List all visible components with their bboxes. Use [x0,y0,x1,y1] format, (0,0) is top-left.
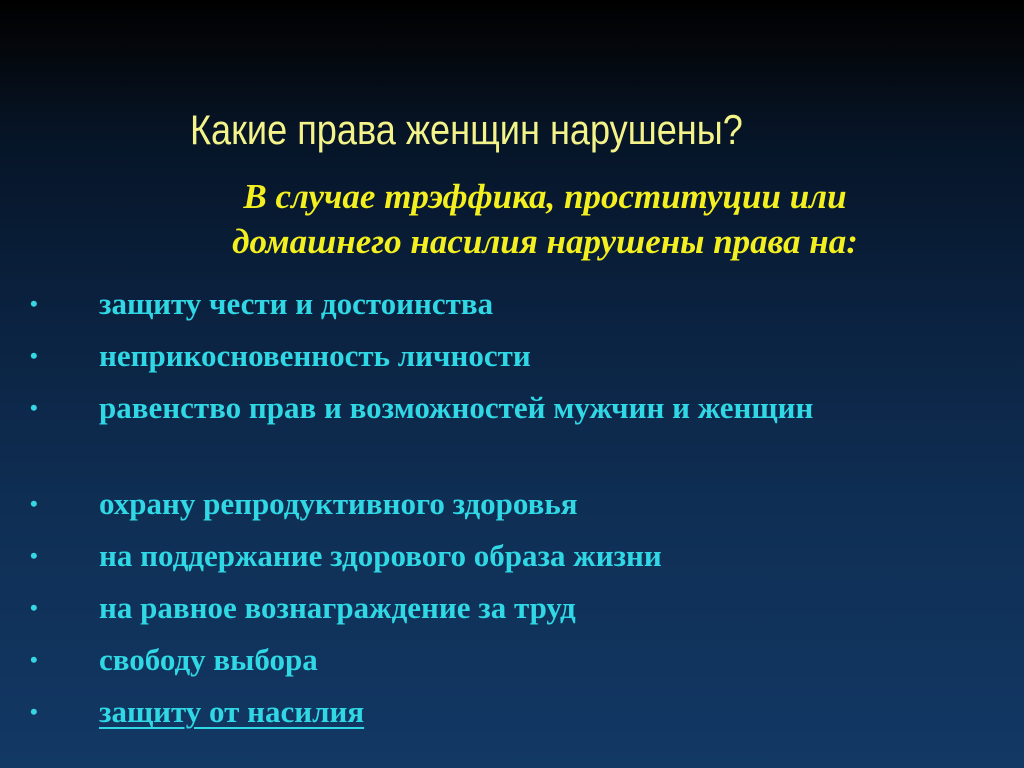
slide-subtitle [110,174,980,264]
bullet-icon: • [30,699,38,724]
bullet-icon: • [30,647,38,672]
subtitle-line-2: домашнего насилия нарушены права на: [232,222,858,261]
list-item-text: равенство прав и возможностей мужчин и женщин [99,390,814,425]
list-item-text: на равное вознаграждение за труд [99,590,576,625]
bullet-icon: • [30,491,38,516]
list-item-text: на поддержание здорового образа жизни [99,538,662,573]
bullet-icon: • [30,395,38,420]
bullet-icon: • [30,543,38,568]
list-item-text: свободу выбора [99,642,318,677]
list-item-text: защиту от насилия [99,694,365,729]
bullet-icon: • [30,595,38,620]
bullet-icon: • [30,343,38,368]
bullet-icon: • [30,291,38,316]
list-item-text: охрану репродуктивного здоровья [99,486,578,521]
list-item-text: неприкосновенность личности [99,338,531,373]
subtitle-line-1: В случае трэффика, проституции или [243,177,847,216]
list-item-text: защиту чести и достоинства [99,286,494,321]
slide-title: Какие права женщин нарушены? [190,106,743,153]
